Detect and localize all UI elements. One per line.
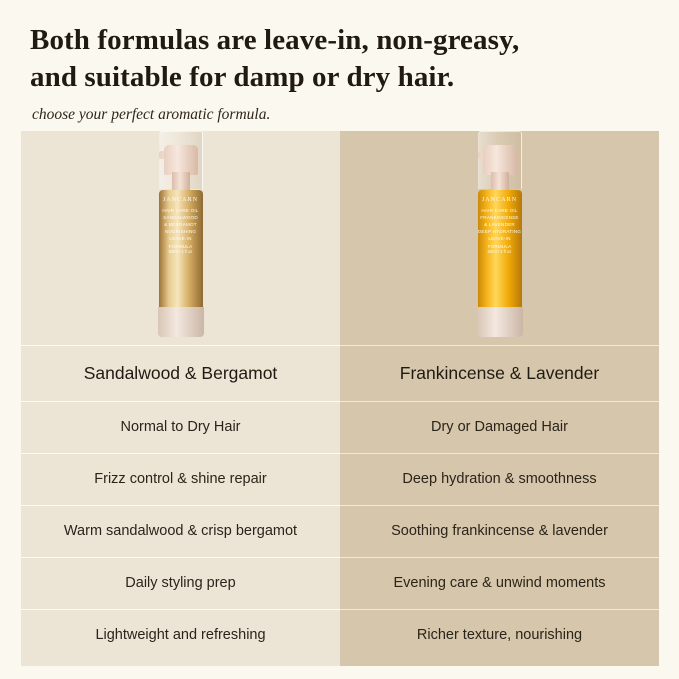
bottle-pump-icon: [483, 145, 517, 175]
feature-row: Deep hydration & smoothness: [340, 453, 659, 505]
page-title: [30, 22, 649, 96]
bottle-base-b: [477, 307, 523, 337]
feature-row: Richer texture, nourishing: [340, 609, 659, 661]
header: [0, 0, 679, 124]
feature-row: Normal to Dry Hair: [21, 401, 340, 453]
bottle-size-b: 60ml / 2 fl oz: [487, 249, 512, 254]
feature-row: Frizz control & shine repair: [21, 453, 340, 505]
bottle-label-a: HAIR CARE OIL SANDALWOOD & BERGAMOT NOURISHING LEAVE-IN FORMULA: [162, 208, 199, 249]
feature-row: Daily styling prep: [21, 557, 340, 609]
feature-row: Warm sandalwood & crisp bergamot: [21, 505, 340, 557]
product-bottle-a: [150, 131, 212, 339]
bottle-pump-icon: [164, 145, 198, 175]
comparison-column-frankincense: [340, 131, 659, 666]
product-image-cell-b: [340, 131, 659, 345]
page-subtitle: choose your perfect aromatic formula.: [32, 106, 271, 124]
bottle-size-a: 60ml / 2 fl oz: [168, 249, 193, 254]
headline-line-2: and suitable for damp or dry hair.: [30, 61, 455, 94]
bottle-brand-a: JANCARN: [162, 197, 199, 203]
bottle-neck-icon: [491, 172, 509, 190]
feature-row: Evening care & unwind moments: [340, 557, 659, 609]
bottle-neck-icon: [172, 172, 190, 190]
feature-row: Soothing frankincense & lavender: [340, 505, 659, 557]
bottle-label-b: HAIR CARE OIL FRANKINCENSE & LAVENDER DEEP HYDRATING LEAVE-IN FORMULA: [477, 208, 522, 249]
product-image-cell-a: [21, 131, 340, 345]
column-title-a: Sandalwood & Bergamot: [21, 345, 340, 401]
product-bottle-b: [469, 131, 531, 339]
bottle-base-a: [158, 307, 204, 337]
bottle-brand-b: JANCARN: [481, 197, 518, 203]
headline-line-1: Both formulas are leave-in, non-greasy,: [30, 24, 520, 56]
comparison-table: [21, 131, 659, 666]
feature-row: Lightweight and refreshing: [21, 609, 340, 661]
column-title-b: Frankincense & Lavender: [340, 345, 659, 401]
comparison-column-sandalwood: [21, 131, 340, 666]
feature-row: Dry or Damaged Hair: [340, 401, 659, 453]
